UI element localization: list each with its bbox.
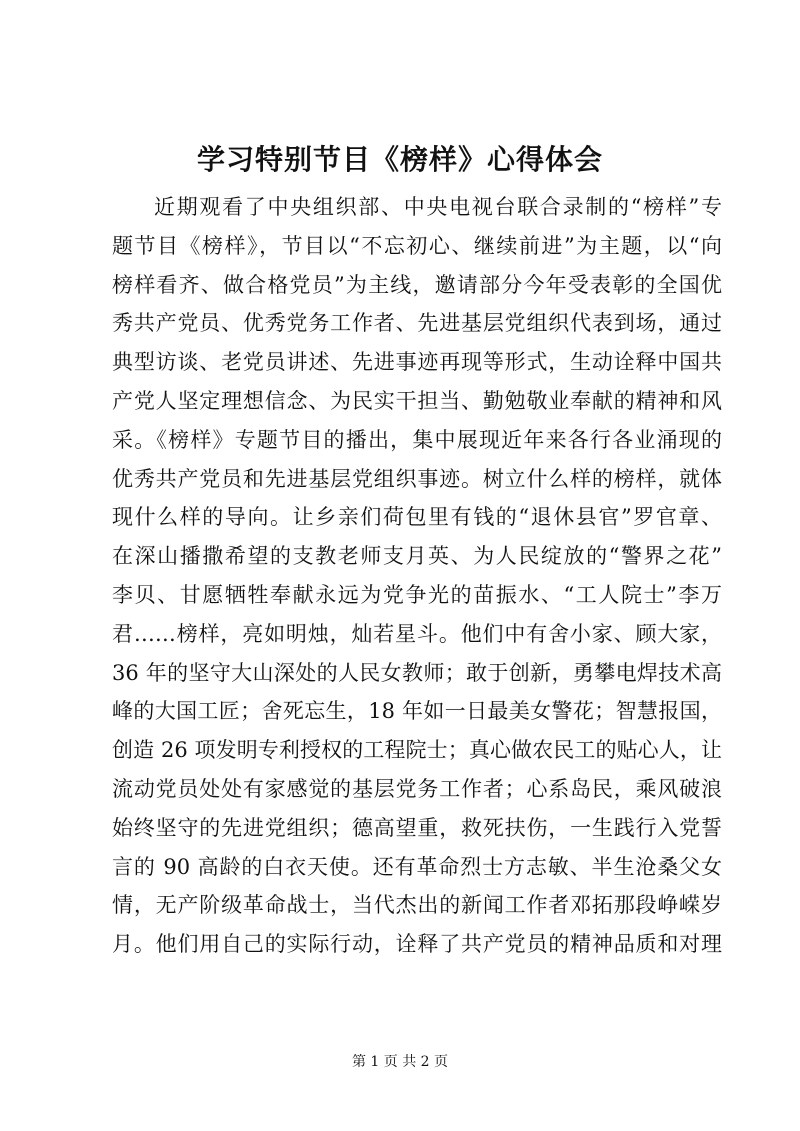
body-line: 情，无产阶级革命战士，当代杰出的新闻工作者邓拓那段峥嵘岁	[112, 893, 722, 918]
body-line: 产党人坚定理想信念、为民实干担当、勤勉敬业奉献的精神和风	[112, 388, 722, 413]
body-line: 君……榜样，亮如明烛，灿若星斗。他们中有舍小家、顾大家，	[112, 621, 722, 646]
page-footer: 第 1 页 共 2 页	[351, 1054, 449, 1070]
body-line: 36 年的坚守大山深处的人民女教师；敢于创新，勇攀电焊技术高	[112, 660, 722, 685]
body-line: 榜样看齐、做合格党员”为主线，邀请部分今年受表彰的全国优	[112, 272, 722, 297]
body-line: 题节目《榜样》，节目以“不忘初心、继续前进”为主题，以“向	[112, 233, 722, 258]
body-line: 言的 90 高龄的白衣天使。还有革命烈士方志敏、半生沧桑父女	[112, 854, 722, 879]
body-line: 峰的大国工匠；舍死忘生，18 年如一日最美女警花；智慧报国，	[112, 699, 722, 724]
body-line: 始终坚守的先进党组织；德高望重，救死扶伤，一生践行入党誓	[112, 815, 722, 840]
body-line: 创造 26 项发明专利授权的工程院士；真心做农民工的贴心人，让	[112, 738, 722, 763]
body-line: 近期观看了中央组织部、中央电视台联合录制的“榜样”专	[154, 195, 722, 219]
document-body	[112, 188, 722, 964]
body-line: 月。他们用自己的实际行动，诠释了共产党员的精神品质和对理	[112, 932, 722, 957]
body-line: 在深山播撒希望的支教老师支月英、为人民绽放的“警界之花”	[112, 544, 722, 569]
document-title: 学习特别节目《榜样》心得体会	[196, 143, 603, 176]
body-line: 现什么样的导向。让乡亲们荷包里有钱的“退休县官”罗官章、	[112, 505, 722, 530]
body-line: 李贝、甘愿牺牲奉献永远为党争光的苗振水、“工人院士”李万	[112, 582, 722, 607]
body-line: 典型访谈、老党员讲述、先进事迹再现等形式，生动诠释中国共	[112, 350, 722, 375]
body-line: 采。《榜样》专题节目的播出，集中展现近年来各行各业涌现的	[112, 427, 722, 452]
body-line: 流动党员处处有家感觉的基层党务工作者；心系岛民，乘风破浪	[112, 776, 722, 801]
body-line: 优秀共产党员和先进基层党组织事迹。树立什么样的榜样，就体	[112, 466, 722, 491]
body-line: 秀共产党员、优秀党务工作者、先进基层党组织代表到场，通过	[112, 311, 722, 336]
